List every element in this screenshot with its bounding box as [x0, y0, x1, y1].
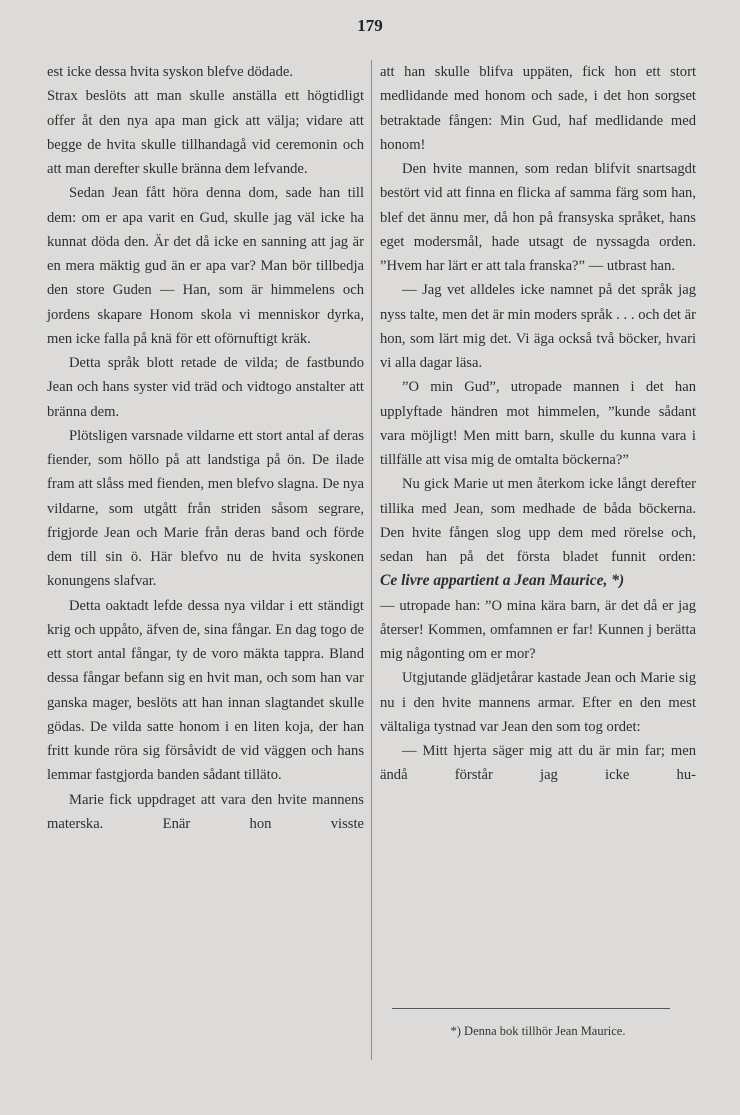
paragraph: Plötsligen varsnade vildarne ett stort antal af deras fiender, som höllo på att landstiga på ön. De ilade fram att slåss med fienden, men blefvo slagna. De nya vildarne, som utgått från striden såsom segrare, frigjorde Jean och Marie från deras band och förde dem till sin ö. Här blefvo nu de hvita syskonen konungens slafvar.: [47, 427, 364, 590]
paragraph: Den hvite mannen, som redan blifvit snartsagdt bestört vid att finna en flicka af samma färg som han, blef det ännu mer, då hon på fransyska språket, hans eget modersmål, hade utsagt de nyssagda orden. ”Hvem har lärt er att tala franska?” — utbrast han.: [380, 161, 696, 274]
paragraph: Sedan Jean fått höra denna dom, sade han till dem: om er apa varit en Gud, skulle jag väl icke ha kunnat döda den. Är det då icke en sanning att jag är en mera mäktig gud än er apa var? Man bör tillbedja den store Guden — Han, som är himmelens och jordens skapare Honom skola vi menniskor dyrka, men icke falla på knä för ett oförnuftigt kräk.: [47, 185, 364, 347]
paragraph: — utropade han: ”O mina kära barn, är det då er jag återser! Kommen, omfamnen er far! Kunnen j berätta mig någonting om er mor?: [380, 597, 696, 662]
column-divider: [371, 60, 372, 1060]
paragraph: est icke dessa hvita syskon blefve dödade.: [47, 64, 293, 80]
right-column: [380, 60, 696, 788]
paragraph: att han skulle blifva uppäten, fick hon ett stort medlidande med honom och sade, i det hon sorgset betraktade fången: Min Gud, haf medlidande med honom!: [380, 64, 696, 153]
italic-heading-line: Ce livre appartient a Jean Maurice, *): [380, 572, 625, 590]
page-number: 179: [357, 16, 383, 35]
paragraph: Nu gick Marie ut men återkom icke långt derefter tillika med Jean, som medhade de båda böckerna. Den hvite fången slog upp dem med rörelse och, sedan han på det första bladet funnit orden:: [380, 476, 696, 565]
paragraph: Detta oaktadt lefde dessa nya vildar i ett ständigt krig och uppåto, äfven de, sina fångar. En dag togo de ett stort antal fångar, ty de voro mäkta tappra. Bland dessa fångar befann sig en hvit man, och som han var ganska mager, beslöts att han innan slagtandet skulle gödas. De vilda satte honom i en liten koja, der han fritt kunde röra sig försåvidt de vid väggen och hans lemmar fastgjorda banden sådant tilläto.: [47, 597, 364, 784]
paragraph: — Jag vet alldeles icke namnet på det språk jag nyss talte, men det är min moders språk . . . och det är hon, som lärt mig det. Vi äga också två böcker, hvari vi alla dagar läsa.: [380, 282, 696, 371]
paragraph: Utgjutande glädjetårar kastade Jean och Marie sig nu i den hvite mannens armar. Efter en den mest vältaliga tystnad var Jean den som tog ordet:: [380, 670, 696, 735]
paragraph: Strax beslöts att man skulle anställa ett högtidligt offer åt den nya apa man gick att välja; vidare att begge de hvita skulle tillhandagå vid ceremonin och att man derefter skulle bränna dem lefvande.: [47, 88, 364, 177]
paragraph: — Mitt hjerta säger mig att du är min far; men ändå förstår jag icke hu-: [380, 743, 696, 784]
footnote-rule: [392, 1008, 670, 1009]
paragraph: Marie fick uppdraget att vara den hvite mannens materska. Enär hon visste: [47, 791, 364, 832]
left-column: [47, 60, 364, 836]
paragraph: ”O min Gud”, utropade mannen i det han upplyftade händren mot himmelen, ”kunde sådant vara möjligt! Men mitt barn, skulle du kunna vara i tillfälle att visa mig de omtalta böckerna?”: [380, 379, 696, 468]
paragraph: Detta språk blott retade de vilda; de fastbundo Jean och hans syster vid träd och vidtogo anstalter att bränna dem.: [47, 355, 364, 420]
footnote: *) Denna bok tillhör Jean Maurice.: [450, 1024, 626, 1038]
